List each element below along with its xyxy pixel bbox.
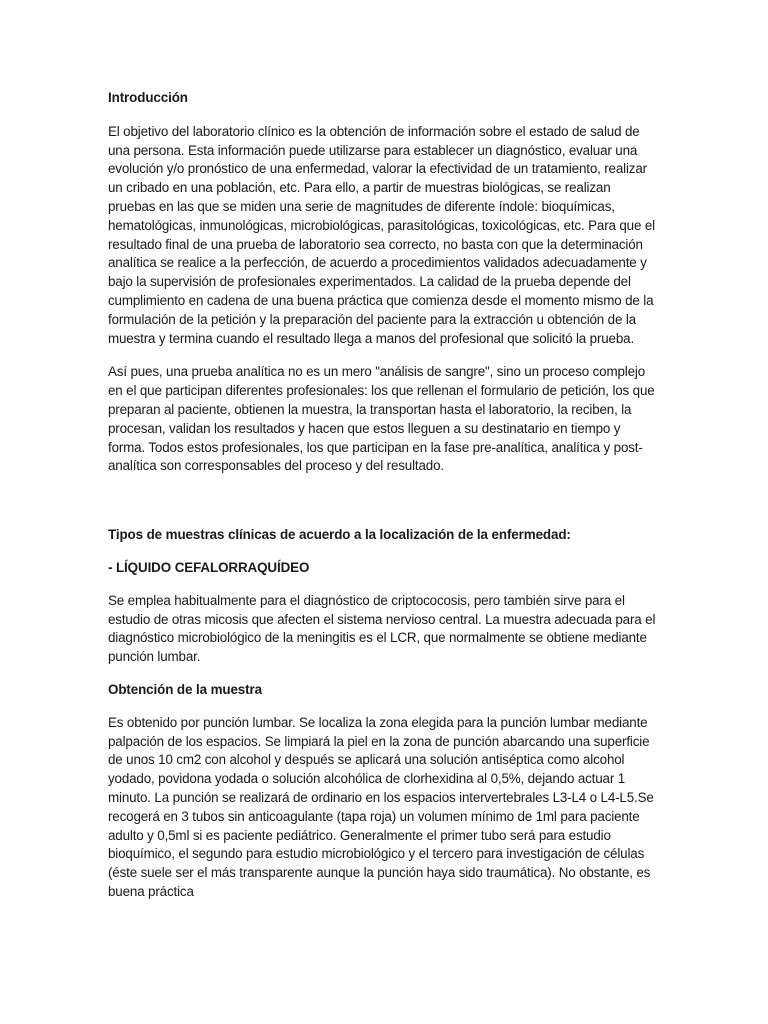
sample-collection-heading: Obtención de la muestra (108, 681, 262, 697)
sample-collection-paragraph: Es obtenido por punción lumbar. Se localiza la zona elegida para la punción lumbar mediante palpación de los espacios. Se limpiará la piel en la zona de punción abarcando una superficie de unos 10 cm2 con alcohol y después se aplicará una solución antiséptica como alcohol yodado, povidona yodada o solución alcohólica de clorhexidina al 0,5%, dejando actuar 1 minuto. La punción se realizará de ordinario en los espacios intervertebrales L3-L4 o L4-L5.Se recogerá en 3 tubos sin anticoagulante (tapa roja) un volumen mínimo de 1ml para paciente adulto y 0,5ml si es paciente pediátrico. Generalmente el primer tubo será para estudio bioquímico, el segundo para estudio microbiológico y el tercero para investigación de células (éste suele ser el más transparente aunque la punción haya sido traumática). No obstante, es buena práctica (108, 714, 654, 899)
sample-types-heading: Tipos de muestras clínicas de acuerdo a la localización de la enfermedad: (108, 527, 571, 543)
csf-paragraph: Se emplea habitualmente para el diagnóstico de criptococosis, pero también sirve para el estudio de otras micosis que afecten el sistema nervioso central. La muestra adecuada para el diagnóstico microbiológico de la meningitis es el LCR, que normalmente se obtiene mediante punción lumbar. (108, 592, 656, 665)
csf-heading: - LÍQUIDO CEFALORRAQUÍDEO (108, 559, 310, 575)
intro-paragraph-2: Así pues, una prueba analítica no es un mero "análisis de sangre", sino un proceso complejo en el que participan diferentes profesionales: los que rellenan el formulario de petición, los que preparan al paciente, obtienen la muestra, la transportan hasta el laboratorio, la reciben, la procesan, validan los resultados y hacen que estos lleguen a su destinatario en tiempo y forma. Todos estos profesionales, los que participan en la fase pre-analítica, analítica y post-analítica son corresponsables del proceso y del resultado. (108, 364, 655, 474)
document-page (108, 89, 660, 902)
intro-paragraph-1: El objetivo del laboratorio clínico es la obtención de información sobre el estado de salud de una persona. Esta información puede utilizarse para establecer un diagnóstico, evaluar una evolución y/o pronóstico de una enfermedad, valorar la efectividad de un tratamiento, realizar un cribado en una población, etc. Para ello, a partir de muestras biológicas, se realizan pruebas en las que se miden una serie de magnitudes de diferente índole: bioquímicas, hematológicas, inmunológicas, microbiológicas, parasitológicas, toxicológicas, etc. Para que el resultado final de una prueba de laboratorio sea correcto, no basta con que la determinación analítica se realice a la perfección, de acuerdo a procedimientos validados adecuadamente y bajo la supervisión de profesionales experimentados. La calidad de la prueba depende del cumplimiento en cadena de una buena práctica que comienza desde el momento mismo de la formulación de la petición y la preparación del paciente para la extracción u obtención de la muestra y termina cuando el resultado llega a manos del profesional que solicitó la prueba. (108, 123, 655, 346)
intro-heading: Introducción (108, 90, 188, 105)
